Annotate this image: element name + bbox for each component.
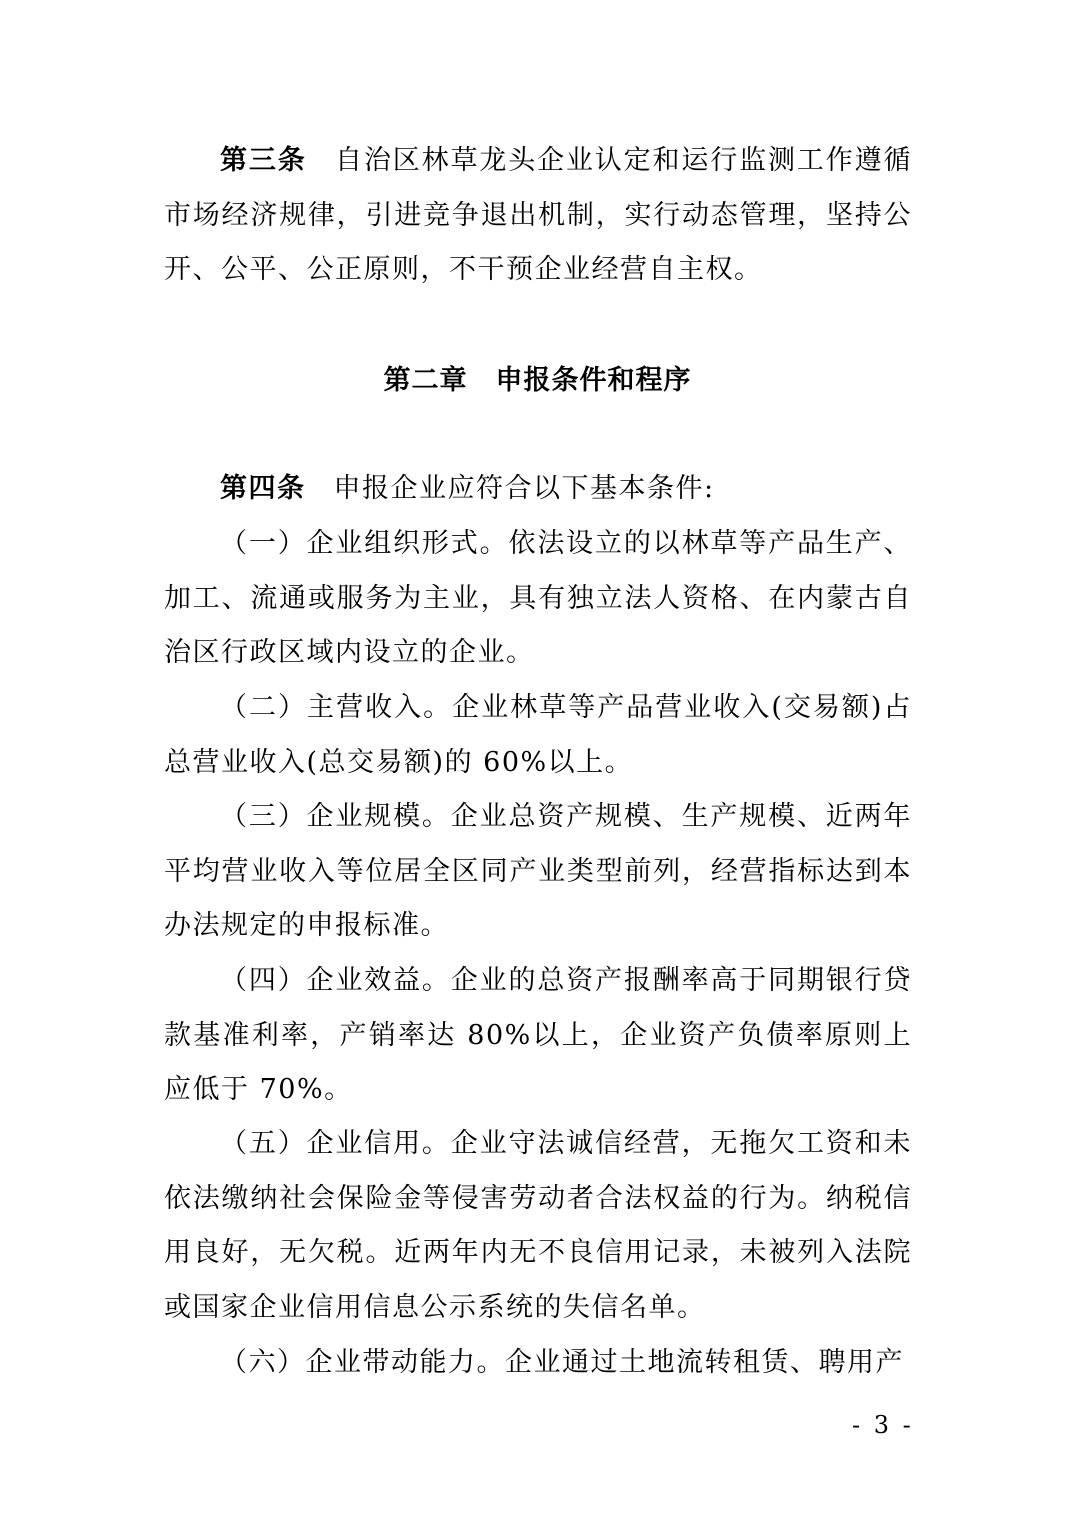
page-number: - 3 - [852, 1411, 914, 1439]
article-3-heading: 第三条 [220, 145, 307, 176]
article-3-body: 自治区林草龙头企业认定和运行监测工作遵循市场经济规律，引进竞争退出机制，实行动态管理，坚持公开、公平、公正原则，不干预企业经营自主权。 [164, 145, 912, 285]
chapter-number: 第二章 [383, 365, 468, 396]
condition-item-2: （二）主营收入。企业林草等产品营业收入(交易额)占总营业收入(总交易额)的 60%以上。 [164, 692, 912, 778]
condition-item-5: （五）企业信用。企业守法诚信经营，无拖欠工资和未依法缴纳社会保险金等侵害劳动者合法权益的行为。纳税信用良好，无欠税。近两年内无不良信用记录，未被列入法院或国家企业信用信息公示系统的失信名单。 [164, 1128, 912, 1323]
chapter-title: 申报条件和程序 [495, 365, 692, 396]
article-4-body: 申报企业应符合以下基本条件: [333, 473, 715, 504]
condition-item-3: （三）企业规模。企业总资产规模、生产规模、近两年平均营业收入等位居全区同产业类型前列，经营指标达到本办法规定的申报标准。 [164, 801, 912, 941]
article-3 [164, 134, 912, 298]
chapter-heading [0, 361, 1075, 401]
condition-item-1: （一）企业组织形式。依法设立的以林草等产品生产、加工、流通或服务为主业，具有独立法人资格、在内蒙古自治区行政区域内设立的企业。 [164, 528, 912, 668]
article-4-heading: 第四条 [220, 473, 306, 504]
article-4 [164, 462, 912, 517]
condition-item-4: （四）企业效益。企业的总资产报酬率高于同期银行贷款基准利率，产销率达 80%以上，企业资产负债率原则上应低于 70%。 [164, 965, 912, 1105]
condition-item-6: （六）企业带动能力。企业通过土地流转租赁、聘用产 [220, 1347, 904, 1378]
